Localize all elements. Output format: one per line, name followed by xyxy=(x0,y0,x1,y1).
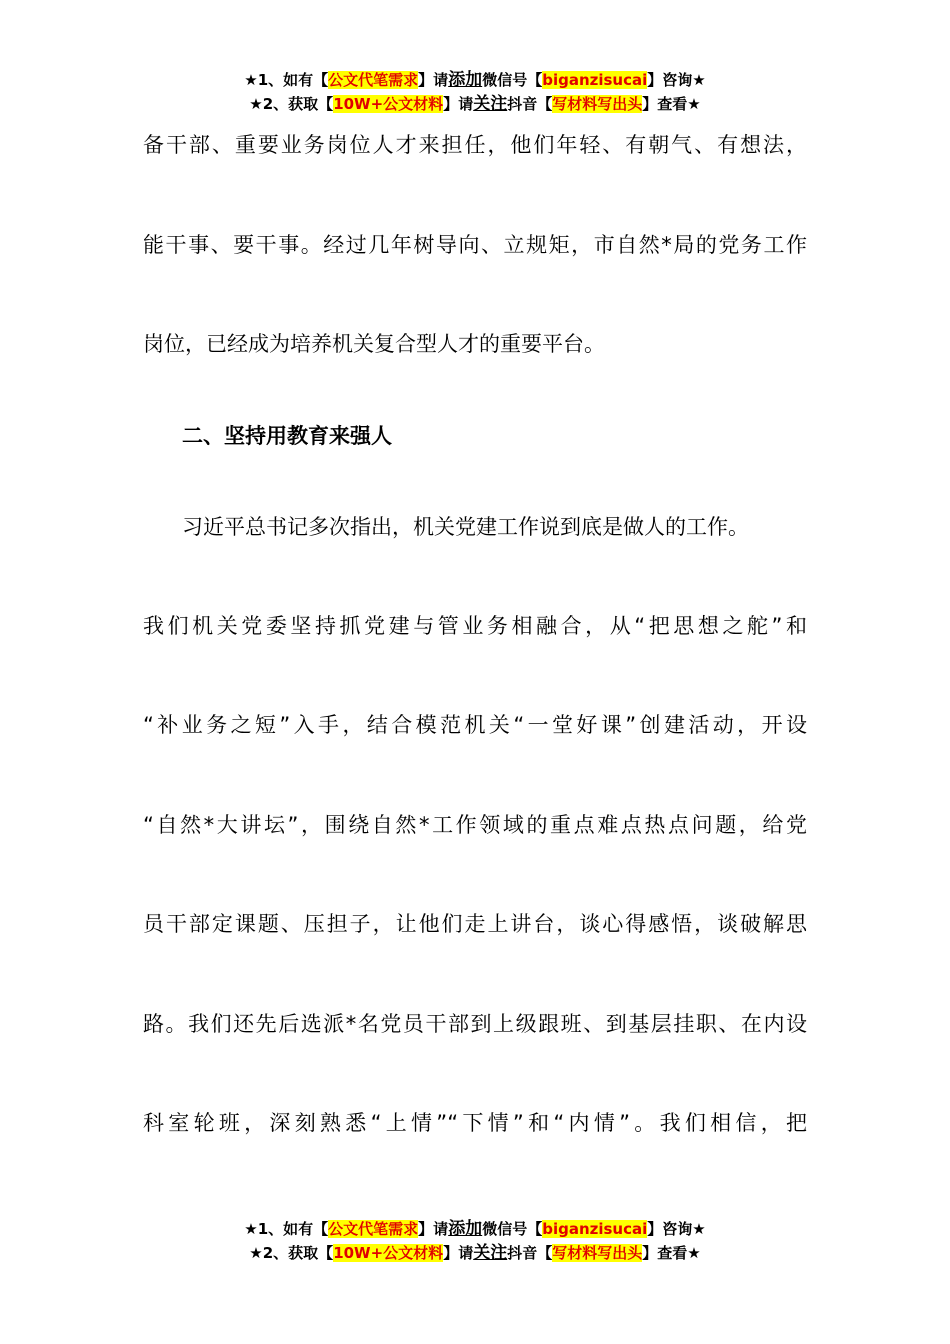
promo-highlight: 10W+公文材料 xyxy=(333,1244,444,1262)
promo-underlined: 关注 xyxy=(473,1243,508,1263)
paragraph-line: 能干事、要干事。经过几年树导向、立规矩，市自然*局的党务工作 xyxy=(143,233,807,257)
paragraph-line: 路。我们还先后选派*名党员干部到上级跟班、到基层挂职、在内设 xyxy=(143,1012,807,1036)
promo-text: 】请 xyxy=(443,1244,474,1262)
promo-text: 】请 xyxy=(418,1220,449,1238)
section-heading: 二、坚持用教育来强人 xyxy=(182,424,392,448)
promo-text: 微信号【 xyxy=(482,71,543,89)
paragraph-line: 我们机关党委坚持抓党建与管业务相融合，从“把思想之舵”和 xyxy=(143,614,807,638)
paragraph-line: 习近平总书记多次指出，机关党建工作说到底是做人的工作。 xyxy=(182,515,749,539)
promo-text: 】请 xyxy=(418,71,449,89)
promo-text: ★2、获取【 xyxy=(249,95,334,113)
paragraph-line: 员干部定课题、压担子，让他们走上讲台，谈心得感悟，谈破解思 xyxy=(143,912,807,936)
promo-text: ★1、如有【 xyxy=(244,71,329,89)
paragraph-line: “补业务之短”入手，结合模范机关“一堂好课”创建活动，开设 xyxy=(143,713,807,737)
promo-underlined: 添加 xyxy=(448,70,483,90)
promo-text: 】查看★ xyxy=(642,95,701,113)
promo-text: ★2、获取【 xyxy=(249,1244,334,1262)
bottom-promo-banner xyxy=(0,1217,950,1265)
promo-underlined: 关注 xyxy=(473,94,508,114)
promo-highlight: 写材料写出头 xyxy=(552,95,643,113)
promo-highlight: 公文代笔需求 xyxy=(328,1220,419,1238)
promo-text: ★1、如有【 xyxy=(244,1220,329,1238)
promo-text: 抖音【 xyxy=(507,95,553,113)
promo-text: 】咨询★ xyxy=(647,71,706,89)
promo-highlight: biganzisucai xyxy=(542,71,648,89)
promo-line-2 xyxy=(0,1241,950,1265)
promo-highlight: biganzisucai xyxy=(542,1220,648,1238)
promo-line-2 xyxy=(0,92,950,116)
promo-highlight: 10W+公文材料 xyxy=(333,95,444,113)
promo-highlight: 公文代笔需求 xyxy=(328,71,419,89)
paragraph-line: 备干部、重要业务岗位人才来担任，他们年轻、有朝气、有想法， xyxy=(143,133,807,157)
promo-highlight: 写材料写出头 xyxy=(552,1244,643,1262)
top-promo-banner xyxy=(0,68,950,116)
promo-line-1 xyxy=(0,1217,950,1241)
promo-line-1 xyxy=(0,68,950,92)
promo-underlined: 添加 xyxy=(448,1219,483,1239)
paragraph-line: 岗位，已经成为培养机关复合型人才的重要平台。 xyxy=(143,332,605,356)
paragraph-line: 科室轮班，深刻熟悉“上情”“下情”和“内情”。我们相信，把 xyxy=(143,1111,807,1135)
promo-text: 微信号【 xyxy=(482,1220,543,1238)
promo-text: 】咨询★ xyxy=(647,1220,706,1238)
promo-text: 】请 xyxy=(443,95,474,113)
promo-text: 】查看★ xyxy=(642,1244,701,1262)
paragraph-line: “自然*大讲坛”，围绕自然*工作领域的重点难点热点问题，给党 xyxy=(143,813,807,837)
promo-text: 抖音【 xyxy=(507,1244,553,1262)
